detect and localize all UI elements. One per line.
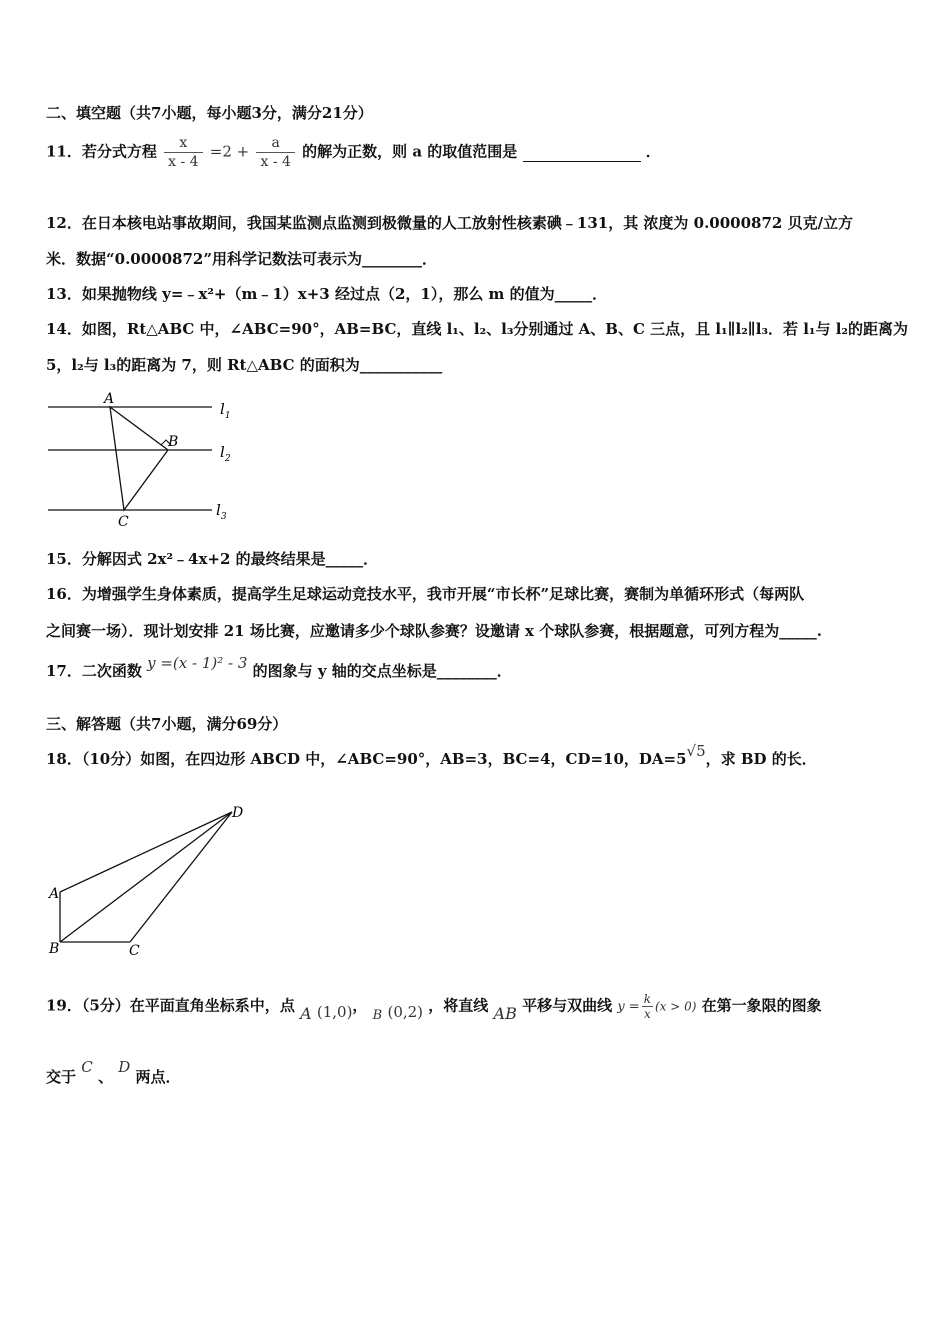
question-18 xyxy=(46,742,817,769)
q11-frac2-denominator: x - 4 xyxy=(260,154,291,170)
question-19-line-1 xyxy=(46,992,822,1021)
question-17 xyxy=(46,654,512,681)
q11-answer-blank xyxy=(523,143,641,162)
q19-hyperbola-y: y = xyxy=(617,999,640,1015)
q19-point-d: D xyxy=(118,1058,131,1076)
label-l2: $l_2$ xyxy=(220,443,231,464)
question-14-line-1: 14．如图，Rt△ABC 中，∠ABC=90°，AB=BC，直线 l₁、l₂、l₃分别通过 A、B、C 三点，且 l₁∥l₂∥l₃．若 l₁与 l₂的距离为 xyxy=(46,320,908,338)
q19-line2-b: 两点． xyxy=(135,1068,181,1086)
segment-da xyxy=(60,812,232,892)
q11-frac1-denominator: x - 4 xyxy=(168,154,199,170)
question-16-line-1: 16．为增强学生身体素质，提高学生足球运动竞技水平，我市开展“市长杯”足球比赛，赛制为单循环形式（每两队 xyxy=(46,585,805,603)
q19-text-3: 平移与双曲线 xyxy=(522,996,613,1015)
label-l1: $l_1$ xyxy=(220,400,231,421)
question-16-line-2: 之间赛一场）．现计划安排 21 场比赛，应邀请多少个球队参赛？设邀请 x 个球队参赛，根据题意，可列方程为_____. xyxy=(46,622,822,640)
q11-tail: 的解为正数，则 a 的取值范围是 xyxy=(302,142,518,161)
q11-fraction-1 xyxy=(164,134,202,171)
label-a: A xyxy=(49,886,60,902)
label-l3: $l_3$ xyxy=(216,501,227,522)
q19-hyperbola-cond: (x > 0) xyxy=(654,999,697,1014)
q19-frac-num: k xyxy=(643,992,651,1006)
question-12-line-1: 12．在日本核电站事故期间，我国某监测点监测到极微量的人工放射性核素碘﹣131，其 浓度为 0.0000872 贝克/立方 xyxy=(46,214,854,232)
q19-point-a: A xyxy=(300,1003,312,1023)
label-b: B xyxy=(49,941,60,957)
q19-sep: ， xyxy=(352,996,368,1015)
question-14-line-2: 5，l₂与 l₃的距离为 7，则 Rt△ABC 的面积为___________ xyxy=(46,356,443,374)
q17-tail: 的图象与 y 轴的交点坐标是________． xyxy=(252,662,512,680)
question-15: 15．分解因式 2x²﹣4x+2 的最终结果是_____． xyxy=(46,550,379,568)
section-title-solve: 三、解答题（共7小题，满分69分） xyxy=(46,715,288,733)
q19-hyperbola-frac xyxy=(642,992,653,1021)
q18-sqrt5: √5 xyxy=(686,742,706,760)
q19-text-4: 在第一象限的图象 xyxy=(701,996,822,1015)
q19-point-a-coord: (1,0) xyxy=(316,1002,353,1021)
label-d: D xyxy=(232,805,244,821)
q11-fraction-2 xyxy=(256,134,294,171)
q11-equals: =2 + xyxy=(209,142,250,161)
q19-point-c: C xyxy=(81,1058,93,1076)
q19-frac-den: x xyxy=(643,1007,651,1021)
q18-figure xyxy=(40,800,260,960)
question-19-line-2 xyxy=(46,1058,181,1087)
question-13: 13．如果抛物线 y=﹣x²+（m﹣1）x+3 经过点（2，1），那么 m 的值为_____． xyxy=(46,285,608,303)
q18-text: 18．（10分）如图，在四边形 ABCD 中，∠ABC=90°，AB=3，BC=4，CD=10，DA=5 xyxy=(46,750,687,768)
question-11 xyxy=(46,134,661,171)
triangle-abc xyxy=(110,407,168,510)
q19-line2-a: 交于 xyxy=(46,1068,77,1086)
q19-text-2: ，将直线 xyxy=(428,996,489,1015)
q11-frac2-numerator: a xyxy=(256,134,294,153)
label-b: B xyxy=(168,434,179,450)
q17-prefix: 17．二次函数 xyxy=(46,662,142,680)
q11-frac1-numerator: x xyxy=(164,134,202,153)
q17-formula: y =(x - 1)² - 3 xyxy=(147,654,248,672)
label-a: A xyxy=(104,391,115,407)
q19-line-ab: AB xyxy=(493,1003,517,1023)
question-12-line-2: 米．数据“0.0000872”用科学记数法可表示为________． xyxy=(46,250,437,268)
q11-prefix: 11．若分式方程 xyxy=(46,142,157,161)
q14-figure xyxy=(40,388,250,533)
q19-point-b: B xyxy=(372,1007,383,1023)
section-title-fill-blank: 二、填空题（共7小题，每小题3分，满分21分） xyxy=(46,104,373,122)
q19-prefix: 19．（5分）在平面直角坐标系中，点 xyxy=(46,996,295,1015)
label-c: C xyxy=(129,943,140,959)
label-c: C xyxy=(118,514,129,530)
q19-point-b-coord: (0,2) xyxy=(387,1002,424,1021)
q18-tail: ，求 BD 的长． xyxy=(705,750,817,768)
q11-end: ． xyxy=(645,142,661,161)
q19-dun: 、 xyxy=(97,1068,113,1086)
